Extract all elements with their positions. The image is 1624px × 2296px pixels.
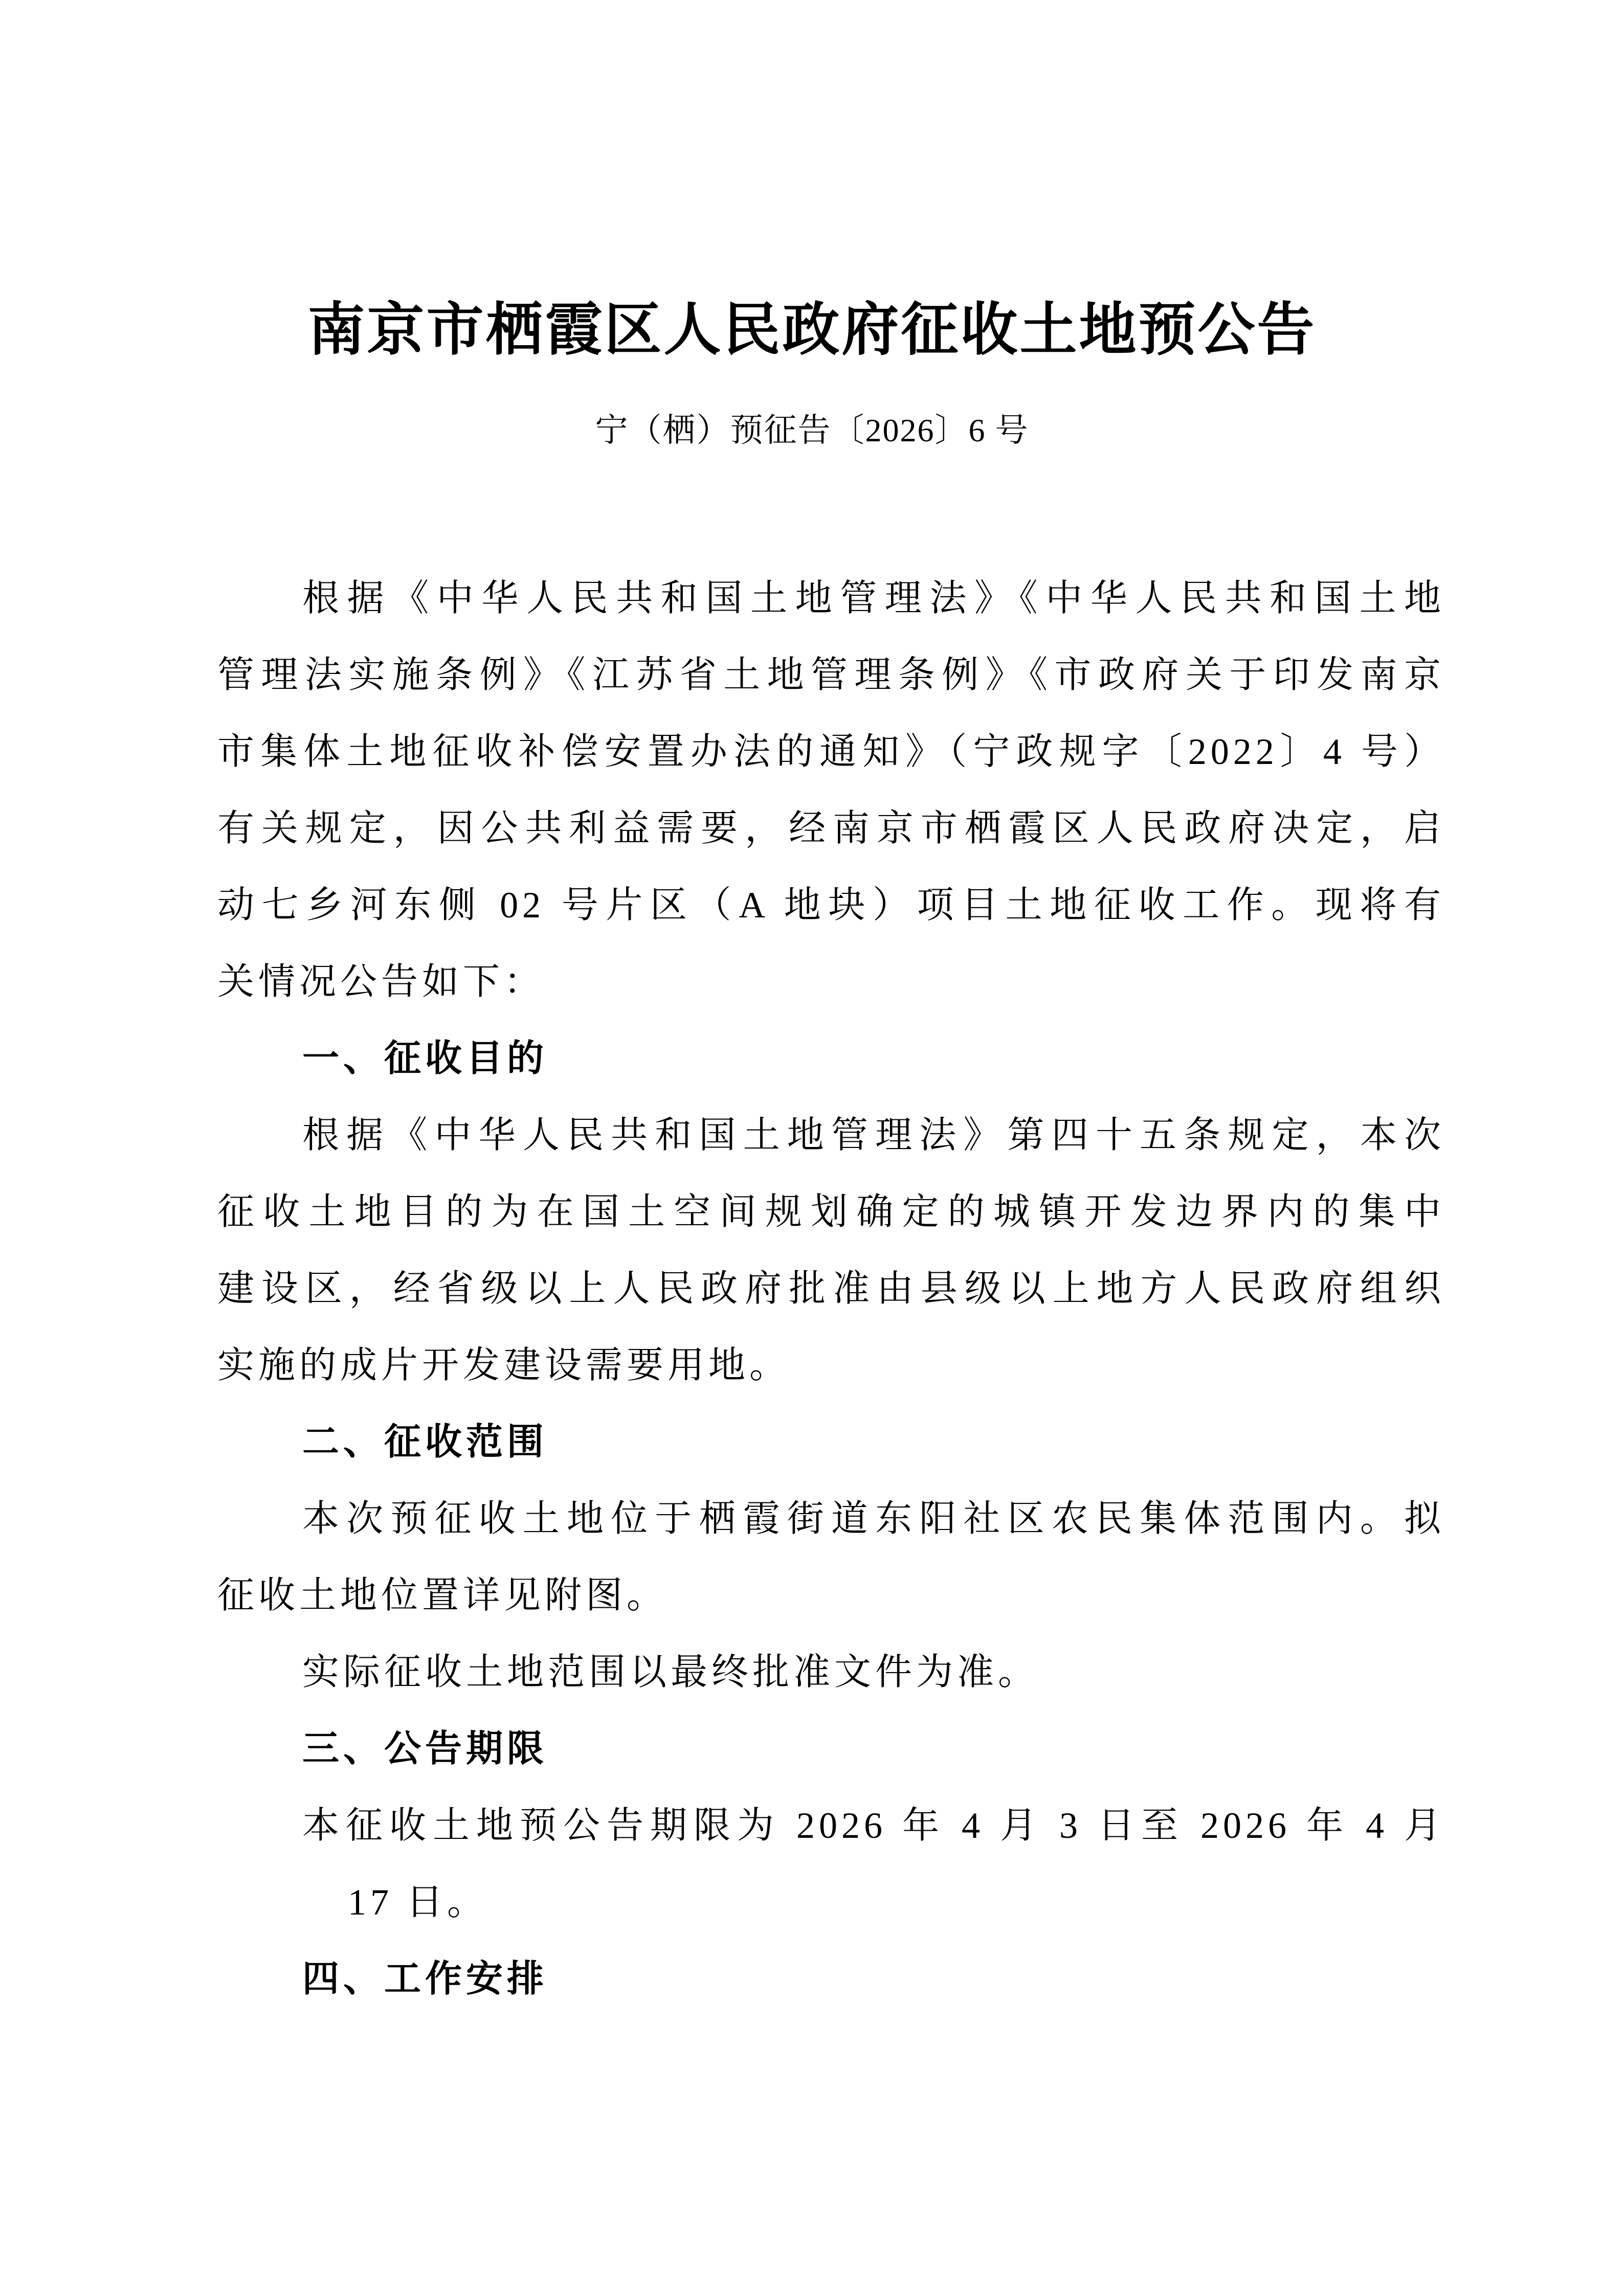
document-line: 实施的成片开发建设需要用地。: [217, 1345, 791, 1386]
document-line: 有关规定，因公共利益需要，经南京市栖霞区人民政府决定，启: [217, 808, 1445, 849]
document-line: 建设区，经省级以上人民政府批准由县级以上地方人民政府组织: [217, 1268, 1445, 1309]
document-lines: [217, 560, 1445, 2017]
section-heading: 二、征收范围: [302, 1422, 548, 1462]
section-heading: 三、公告期限: [302, 1728, 548, 1769]
document-line: 市集体土地征收补偿安置办法的通知》（宁政规字〔2022〕4 号）: [217, 731, 1445, 772]
document-line: 根据《中华人民共和国土地管理法》第四十五条规定，本次: [302, 1115, 1445, 1156]
document-line: 关情况公告如下：: [217, 961, 545, 1002]
document-line: 征收土地目的为在国土空间规划确定的城镇开发边界内的集中: [217, 1191, 1445, 1232]
section-heading: 四、工作安排: [302, 1959, 548, 1999]
document-line: 管理法实施条例》《江苏省土地管理条例》《市政府关于印发南京: [217, 655, 1445, 695]
section-heading: 一、征收目的: [302, 1038, 548, 1079]
document-line: 17 日。: [348, 1882, 488, 1923]
document-title: 南京市栖霞区人民政府征收土地预公告: [307, 299, 1317, 362]
document-line: 动七乡河东侧 02 号片区（A 地块）项目土地征收工作。现将有: [217, 885, 1445, 926]
document-line: 根据《中华人民共和国土地管理法》《中华人民共和国土地: [302, 578, 1445, 619]
document-line: 本征收土地预公告期限为 2026 年 4 月 3 日至 2026 年 4 月: [302, 1805, 1445, 1846]
document-line: 本次预征收土地位于栖霞街道东阳社区农民集体范围内。拟: [302, 1498, 1445, 1539]
document-number: 宁（栖）预征告〔2026〕6 号: [595, 412, 1029, 448]
document-line: 实际征收土地范围以最终批准文件为准。: [302, 1652, 1039, 1693]
document-line: 征收土地位置详见附图。: [217, 1575, 668, 1616]
